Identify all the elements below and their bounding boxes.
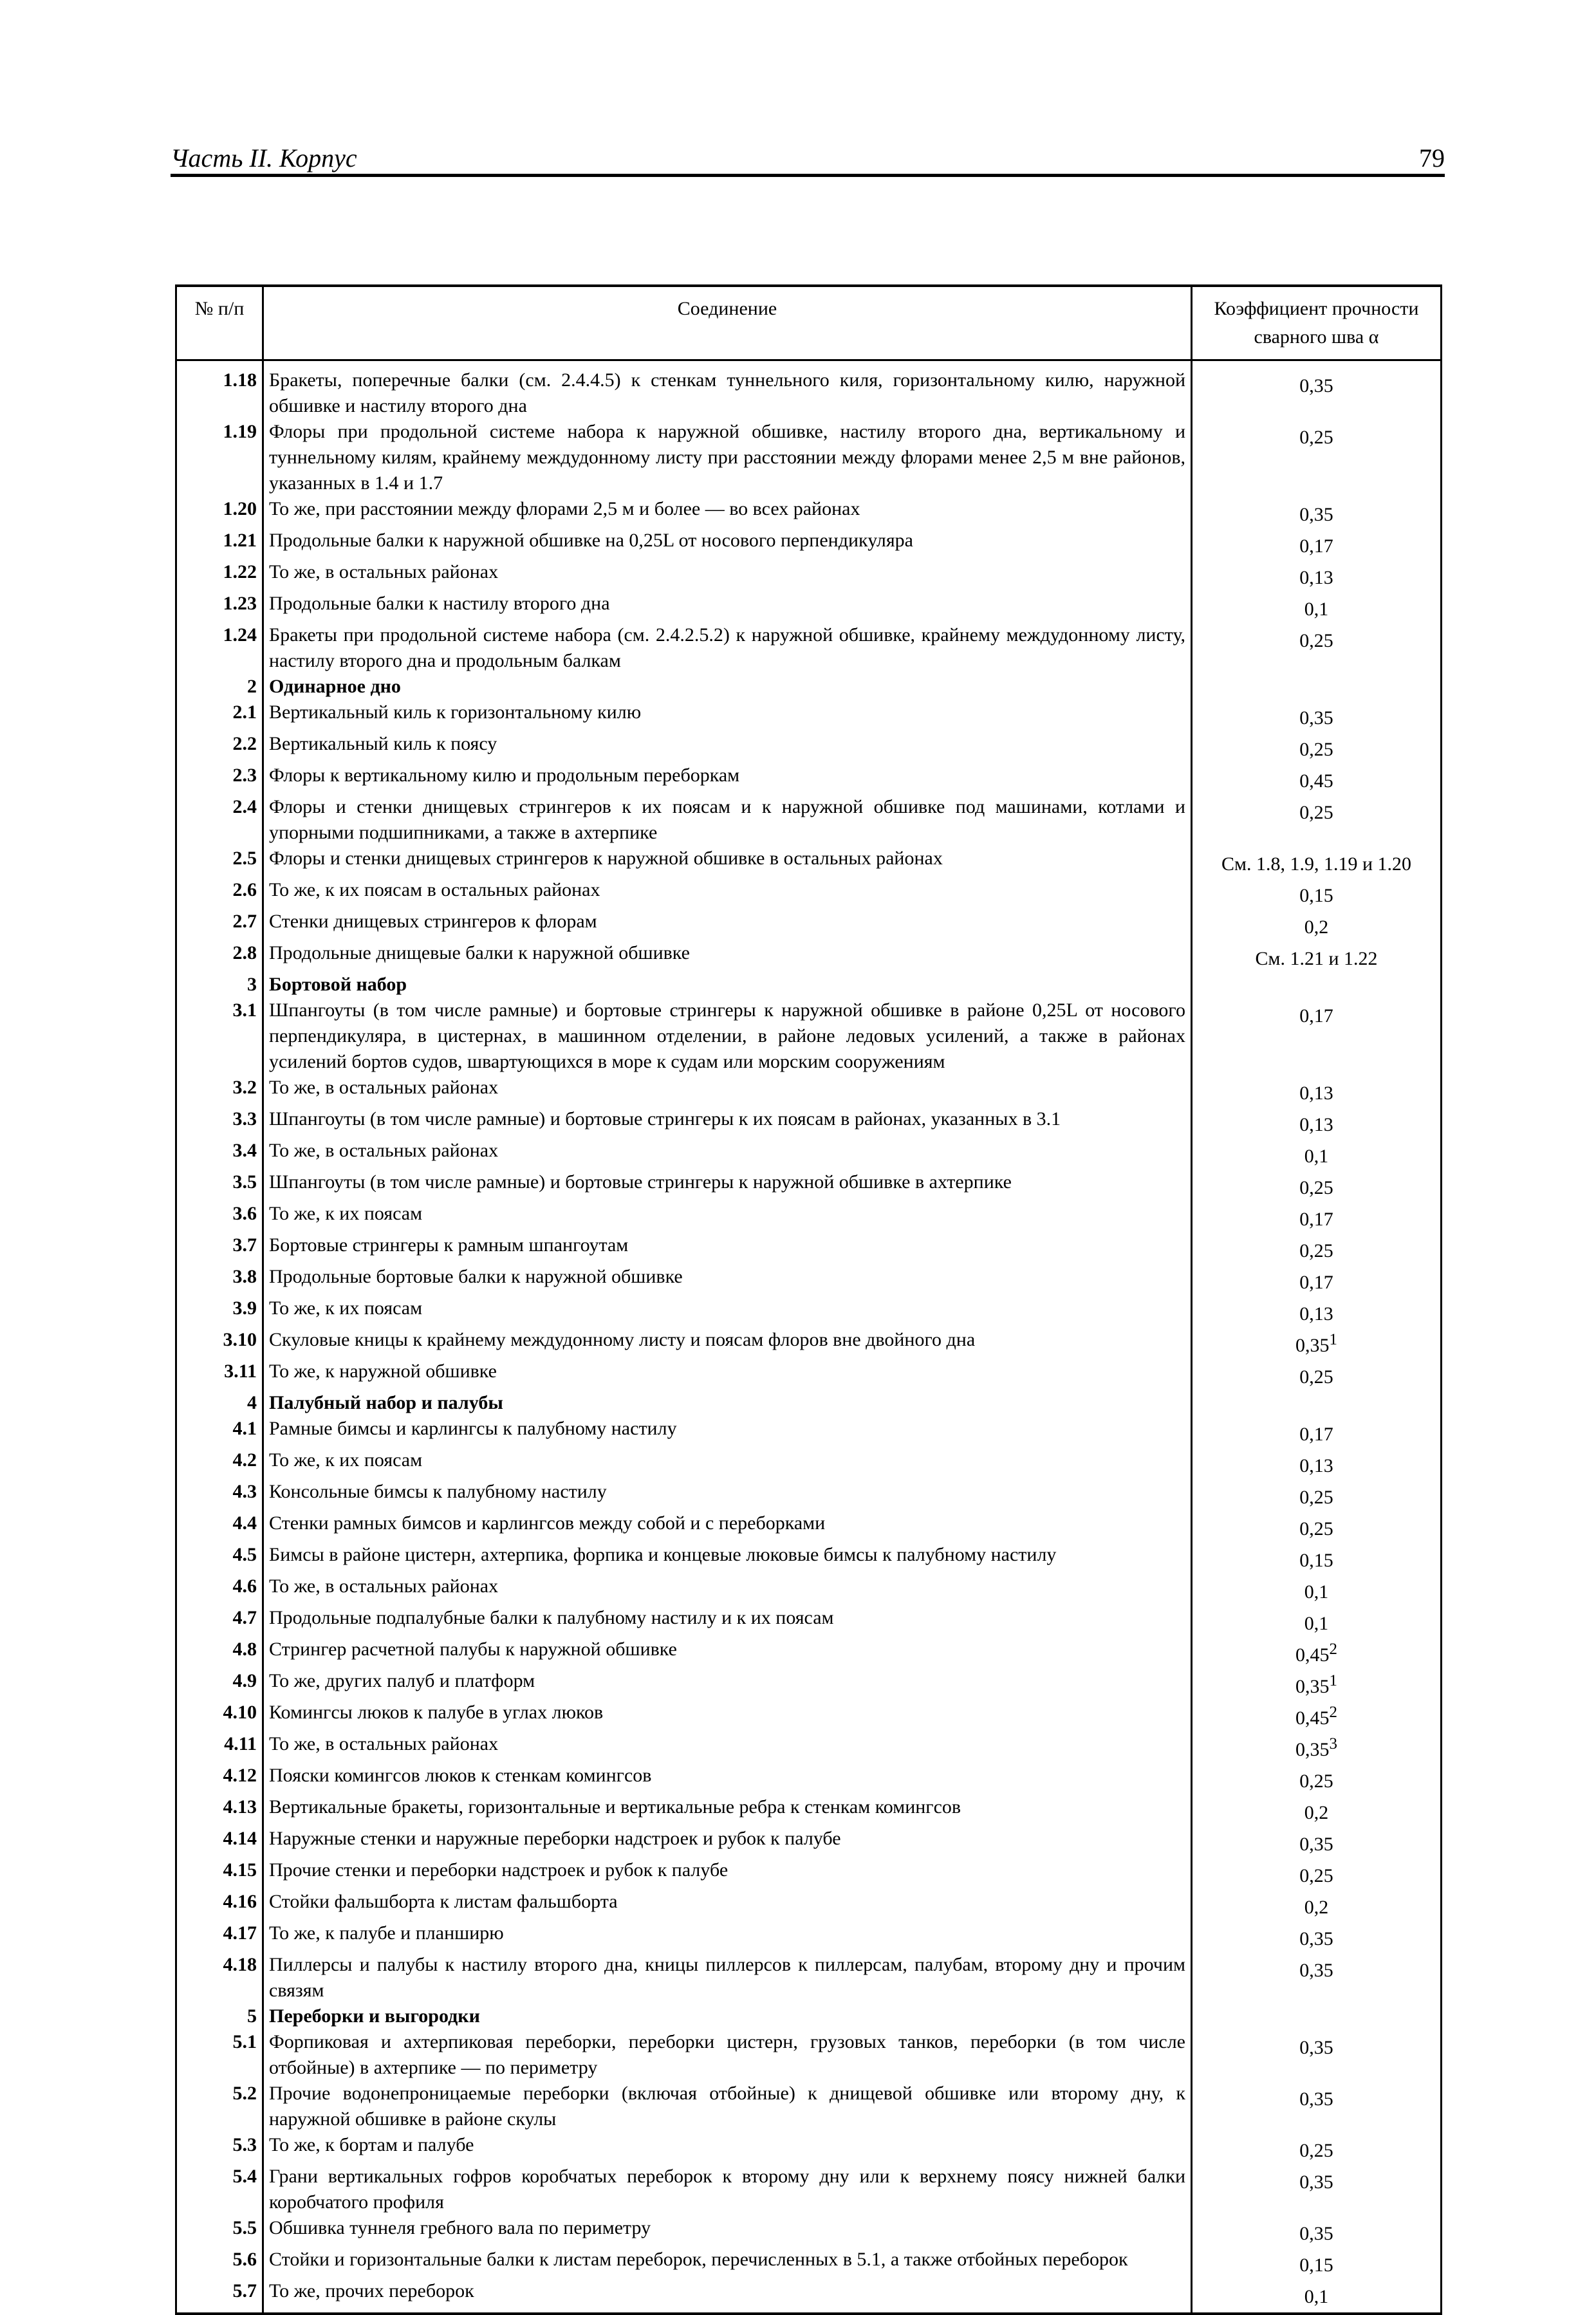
row-coefficient [1192,2247,1442,2278]
table-row [176,700,1442,731]
table-row [176,1327,1442,1359]
coefficient-value: 0,17 [1299,1005,1333,1027]
row-connection: Продольные бортовые балки к наружной обшивке [263,1264,1192,1296]
row-number: 3.6 [176,1201,263,1232]
row-connection: Обшивка туннеля гребного вала по периметру [263,2215,1192,2247]
table-row [176,1700,1442,1731]
row-number: 3.9 [176,1296,263,1327]
row-coefficient [1192,528,1442,559]
row-connection: Продольные балки к наружной обшивке на 0,25L от носового перпендикуляра [263,528,1192,559]
row-coefficient [1192,1327,1442,1359]
table-row [176,1390,1442,1416]
row-coefficient [1192,1296,1442,1327]
row-connection: То же, к палубе и планширю [263,1920,1192,1952]
footnote-marker: 1 [1329,1331,1337,1348]
row-number: 4.16 [176,1889,263,1920]
row-coefficient [1192,877,1442,909]
row-connection: Стрингер расчетной палубы к наружной обшивке [263,1637,1192,1668]
coefficient-value: 0,35 [1299,1960,1333,1981]
row-coefficient [1192,674,1442,700]
row-coefficient [1192,1201,1442,1232]
row-connection: Вертикальный киль к горизонтальному килю [263,700,1192,731]
row-coefficient [1192,2164,1442,2215]
table-row [176,1479,1442,1511]
row-connection: Продольные балки к настилу второго дна [263,591,1192,622]
table-row [176,528,1442,559]
row-coefficient [1192,1605,1442,1637]
row-connection: То же, к их поясам [263,1296,1192,1327]
coefficient-value: 0,17 [1299,535,1333,557]
row-coefficient [1192,2029,1442,2081]
row-number: 1.21 [176,528,263,559]
row-coefficient [1192,1416,1442,1447]
row-number: 1.19 [176,419,263,496]
row-number: 4.10 [176,1700,263,1731]
row-coefficient [1192,1264,1442,1296]
row-number: 2.6 [176,877,263,909]
row-coefficient [1192,1637,1442,1668]
row-connection: Бракеты при продольной системе набора (см. 2.4.2.5.2) к наружной обшивке, крайнему междудонному листу, настилу второго дна и продольным балкам [263,622,1192,674]
row-coefficient [1192,419,1442,496]
row-connection: То же, прочих переборок [263,2278,1192,2314]
row-connection: Стойки фальшборта к листам фальшборта [263,1889,1192,1920]
coefficient-value: 0,35 [1299,2088,1333,2110]
table-row [176,1447,1442,1479]
row-connection: То же, других палуб и платформ [263,1668,1192,1700]
row-number: 4.18 [176,1952,263,2004]
table-row [176,1232,1442,1264]
row-connection: Рамные бимсы и карлингсы к палубному настилу [263,1416,1192,1447]
table-row [176,2215,1442,2247]
table-row [176,1106,1442,1138]
coefficient-value: 0,25 [1299,1366,1333,1388]
table-row [176,2164,1442,2215]
row-coefficient [1192,763,1442,794]
row-coefficient [1192,1075,1442,1106]
coefficient-value: 0,45 [1295,1644,1330,1666]
row-connection: То же, при расстоянии между флорами 2,5 м и более — во всех районах [263,496,1192,528]
row-number: 2.3 [176,763,263,794]
row-connection: То же, в остальных районах [263,1075,1192,1106]
row-connection: Прочие водонепроницаемые переборки (включая отбойные) к днищевой обшивке или второму дну, к наружной обшивке в районе скулы [263,2081,1192,2132]
row-number: 1.24 [176,622,263,674]
row-coefficient [1192,2215,1442,2247]
row-number: 3.5 [176,1169,263,1201]
coefficient-value: 0,1 [1304,1146,1329,1167]
coefficient-value: 0,25 [1299,630,1333,651]
row-connection: То же, в остальных районах [263,1731,1192,1763]
column-header-number: № п/п [176,286,263,360]
row-coefficient [1192,1857,1442,1889]
row-coefficient [1192,940,1442,972]
coefficient-value: 0,13 [1299,1455,1333,1476]
row-number: 4.7 [176,1605,263,1637]
table-row [176,496,1442,528]
table-row [176,1075,1442,1106]
table-row [176,731,1442,763]
coefficient-value: 0,25 [1299,1240,1333,1261]
row-connection: Шпангоуты (в том числе рамные) и бортовые стрингеры к наружной обшивке в ахтерпике [263,1169,1192,1201]
weld-coefficient-table [175,284,1442,2315]
table-row [176,360,1442,420]
coefficient-value: 0,35 [1299,2223,1333,2244]
row-number: 4.13 [176,1794,263,1826]
coefficient-value: 0,1 [1304,1581,1329,1603]
row-connection: Пиллерсы и палубы к настилу второго дна, кницы пиллерсов к пиллерсам, палубам, второму дну и прочим связям [263,1952,1192,2004]
table-row [176,998,1442,1075]
row-coefficient [1192,1826,1442,1857]
table-row [176,1637,1442,1668]
row-number: 3.8 [176,1264,263,1296]
table-row [176,2247,1442,2278]
table-row [176,2029,1442,2081]
row-coefficient [1192,1889,1442,1920]
row-connection: То же, к наружной обшивке [263,1359,1192,1390]
row-connection: Бортовой набор [263,972,1192,998]
coefficient-value: 0,1 [1304,599,1329,620]
coefficient-value: 0,25 [1299,1518,1333,1539]
row-number: 5.6 [176,2247,263,2278]
row-number: 4.6 [176,1574,263,1605]
row-number: 4.14 [176,1826,263,1857]
coefficient-value: 0,17 [1299,1424,1333,1445]
coefficient-value: 0,35 [1299,707,1333,729]
row-connection: Вертикальные бракеты, горизонтальные и вертикальные ребра к стенкам комингсов [263,1794,1192,1826]
table-row [176,940,1442,972]
coefficient-value: 0,25 [1299,1771,1333,1792]
row-coefficient [1192,1106,1442,1138]
table-row [176,1574,1442,1605]
page-title: Часть II. Корпус [171,144,357,172]
row-number: 2.7 [176,909,263,940]
row-coefficient [1192,1668,1442,1700]
row-number: 4 [176,1390,263,1416]
table-row [176,1605,1442,1637]
column-header-coefficient: Коэффициент прочности сварного шва α [1192,286,1442,360]
coefficient-value: 0,13 [1299,1083,1333,1104]
table-row [176,559,1442,591]
row-number: 3 [176,972,263,998]
row-number: 4.5 [176,1542,263,1574]
row-number: 2 [176,674,263,700]
row-connection: То же, к их поясам в остальных районах [263,877,1192,909]
coefficient-value: 0,25 [1299,2140,1333,2161]
coefficient-value: 0,2 [1304,1802,1329,1823]
row-connection: Бракеты, поперечные балки (см. 2.4.4.5) к стенкам туннельного киля, горизонтальному килю, наружной обшивке и настилу второго дна [263,360,1192,420]
row-connection: Флоры к вертикальному килю и продольным переборкам [263,763,1192,794]
coefficient-value: 0,15 [1299,885,1333,906]
table-row [176,1920,1442,1952]
table-row [176,622,1442,674]
coefficient-value: См. 1.21 и 1.22 [1255,948,1378,969]
coefficient-value: 0,13 [1299,1303,1333,1325]
row-coefficient [1192,2278,1442,2314]
row-number: 3.7 [176,1232,263,1264]
coefficient-value: 0,35 [1295,1335,1330,1356]
row-coefficient [1192,972,1442,998]
row-coefficient [1192,1542,1442,1574]
table-row [176,846,1442,877]
row-number: 4.8 [176,1637,263,1668]
row-connection: Наружные стенки и наружные переборки надстроек и рубок к палубе [263,1826,1192,1857]
row-coefficient [1192,622,1442,674]
table-row [176,1668,1442,1700]
row-coefficient [1192,1700,1442,1731]
table-body [176,360,1442,2314]
table-row [176,1511,1442,1542]
table-header-row [176,286,1442,360]
row-coefficient [1192,1731,1442,1763]
coefficient-value: См. 1.8, 1.9, 1.19 и 1.20 [1221,853,1412,875]
row-coefficient [1192,2132,1442,2164]
row-number: 3.11 [176,1359,263,1390]
table-row [176,1889,1442,1920]
row-connection: То же, к их поясам [263,1201,1192,1232]
row-coefficient [1192,496,1442,528]
row-coefficient [1192,2004,1442,2029]
coefficient-value: 0,35 [1299,504,1333,525]
row-number: 1.20 [176,496,263,528]
coefficient-value: 0,35 [1295,1676,1330,1697]
row-number: 4.9 [176,1668,263,1700]
row-number: 5.7 [176,2278,263,2314]
table-row [176,972,1442,998]
row-coefficient [1192,360,1442,420]
coefficient-value: 0,25 [1299,739,1333,760]
table-row [176,2278,1442,2314]
table-row [176,877,1442,909]
row-number: 1.23 [176,591,263,622]
row-connection: Вертикальный киль к поясу [263,731,1192,763]
row-number: 2.2 [176,731,263,763]
coefficient-value: 0,25 [1299,427,1333,448]
row-coefficient [1192,1447,1442,1479]
coefficient-value: 0,35 [1299,2171,1333,2193]
coefficient-value: 0,13 [1299,1114,1333,1135]
table-row [176,674,1442,700]
row-connection: Прочие стенки и переборки надстроек и рубок к палубе [263,1857,1192,1889]
coefficient-value: 0,45 [1299,770,1333,792]
coefficient-value: 0,2 [1304,1897,1329,1918]
table-row [176,1826,1442,1857]
row-connection: Флоры при продольной системе набора к наружной обшивке, настилу второго дна, вертикальному и туннельному килям, крайнему междудонному листу при расстоянии между флорами менее 2,5 м вне районов, указанных в 1.4 и 1.7 [263,419,1192,496]
row-number: 5 [176,2004,263,2029]
row-coefficient [1192,794,1442,846]
table-row [176,909,1442,940]
page-header [171,143,1445,175]
row-coefficient [1192,909,1442,940]
coefficient-value: 0,13 [1299,567,1333,588]
row-connection: Стойки и горизонтальные балки к листам переборок, перечисленных в 5.1, а также отбойных переборок [263,2247,1192,2278]
row-number: 4.1 [176,1416,263,1447]
row-connection: Продольные днищевые балки к наружной обшивке [263,940,1192,972]
table-row [176,1731,1442,1763]
row-coefficient [1192,1952,1442,2004]
table-row [176,419,1442,496]
row-number: 5.5 [176,2215,263,2247]
row-number: 4.11 [176,1731,263,1763]
table-row [176,1952,1442,2004]
coefficient-value: 0,1 [1304,1613,1329,1634]
coefficient-value: 0,35 [1299,375,1333,396]
row-coefficient [1192,1169,1442,1201]
table-row [176,1296,1442,1327]
row-coefficient [1192,700,1442,731]
page-number: 79 [1419,144,1445,172]
coefficient-value: 0,25 [1299,802,1333,823]
row-connection: Бимсы в районе цистерн, ахтерпика, форпика и концевые люковые бимсы к палубному настилу [263,1542,1192,1574]
row-number: 5.3 [176,2132,263,2164]
row-connection: Комингсы люков к палубе в углах люков [263,1700,1192,1731]
footnote-marker: 2 [1329,1704,1337,1721]
row-connection: Флоры и стенки днищевых стрингеров к наружной обшивке в остальных районах [263,846,1192,877]
row-number: 2.5 [176,846,263,877]
row-coefficient [1192,559,1442,591]
row-coefficient [1192,1390,1442,1416]
row-coefficient [1192,731,1442,763]
row-connection: Палубный набор и палубы [263,1390,1192,1416]
row-coefficient [1192,1232,1442,1264]
table-row [176,591,1442,622]
coefficient-value: 0,15 [1299,2255,1333,2276]
row-coefficient [1192,1479,1442,1511]
row-connection: Одинарное дно [263,674,1192,700]
row-number: 3.1 [176,998,263,1075]
row-coefficient [1192,1511,1442,1542]
row-coefficient [1192,2081,1442,2132]
row-number: 3.4 [176,1138,263,1169]
coefficient-value: 0,25 [1299,1865,1333,1886]
row-coefficient [1192,1359,1442,1390]
table-row [176,1857,1442,1889]
row-connection: Скуловые кницы к крайнему междудонному листу и поясам флоров вне двойного дна [263,1327,1192,1359]
coefficient-value: 0,17 [1299,1272,1333,1293]
table-row [176,1763,1442,1794]
coefficient-value: 0,45 [1295,1707,1330,1729]
row-number: 4.15 [176,1857,263,1889]
row-connection: То же, в остальных районах [263,559,1192,591]
row-coefficient [1192,1138,1442,1169]
row-connection: То же, к бортам и палубе [263,2132,1192,2164]
footnote-marker: 2 [1329,1641,1337,1658]
row-number: 2.8 [176,940,263,972]
coefficient-value: 0,35 [1299,2037,1333,2058]
coefficient-value: 0,35 [1299,1834,1333,1855]
row-connection: Бортовые стрингеры к рамным шпангоутам [263,1232,1192,1264]
row-coefficient [1192,998,1442,1075]
row-number: 4.17 [176,1920,263,1952]
table-row [176,1169,1442,1201]
table-row [176,1416,1442,1447]
row-connection: Шпангоуты (в том числе рамные) и бортовые стрингеры к их поясам в районах, указанных в 3.1 [263,1106,1192,1138]
coefficient-value: 0,25 [1299,1487,1333,1508]
row-number: 4.12 [176,1763,263,1794]
row-connection: Консольные бимсы к палубному настилу [263,1479,1192,1511]
row-number: 4.4 [176,1511,263,1542]
coefficient-value: 0,2 [1304,916,1329,938]
coefficient-value: 0,1 [1304,2286,1329,2307]
coefficient-value: 0,35 [1295,1739,1330,1760]
row-number: 4.2 [176,1447,263,1479]
row-connection: Шпангоуты (в том числе рамные) и бортовые стрингеры к наружной обшивке в районе 0,25L от носового перпендикуляра, в цистернах, в машинном отделении, в районе ледовых усилений, а также в районах усилений бортов судов, швартующихся в море к судам или морским сооружениям [263,998,1192,1075]
footnote-marker: 3 [1329,1735,1337,1753]
row-number: 3.2 [176,1075,263,1106]
row-connection: Форпиковая и ахтерпиковая переборки, переборки цистерн, грузовых танков, переборки (в том числе отбойные) в ахтерпике — по периметру [263,2029,1192,2081]
row-number: 3.10 [176,1327,263,1359]
row-coefficient [1192,1920,1442,1952]
row-connection: То же, в остальных районах [263,1138,1192,1169]
row-number: 5.1 [176,2029,263,2081]
table-row [176,2081,1442,2132]
table-row [176,1138,1442,1169]
row-number: 5.4 [176,2164,263,2215]
footnote-marker: 1 [1329,1672,1337,1689]
coefficient-value: 0,35 [1299,1928,1333,1949]
table-row [176,2004,1442,2029]
row-number: 5.2 [176,2081,263,2132]
row-coefficient [1192,1794,1442,1826]
coefficient-value: 0,17 [1299,1209,1333,1230]
row-connection: Пояски комингсов люков к стенкам комингсов [263,1763,1192,1794]
row-number: 2.4 [176,794,263,846]
table-row [176,1201,1442,1232]
row-number: 3.3 [176,1106,263,1138]
row-number: 2.1 [176,700,263,731]
row-connection: Продольные подпалубные балки к палубному настилу и к их поясам [263,1605,1192,1637]
row-coefficient [1192,591,1442,622]
row-connection: То же, в остальных районах [263,1574,1192,1605]
row-number: 1.22 [176,559,263,591]
table-row [176,1794,1442,1826]
table-row [176,763,1442,794]
column-header-connection: Соединение [263,286,1192,360]
row-connection: Стенки днищевых стрингеров к флорам [263,909,1192,940]
row-number: 4.3 [176,1479,263,1511]
row-coefficient [1192,1574,1442,1605]
table-row [176,2132,1442,2164]
table-row [176,1359,1442,1390]
coefficient-value: 0,25 [1299,1177,1333,1198]
row-number: 1.18 [176,360,263,420]
header-rule [171,174,1445,177]
row-coefficient [1192,1763,1442,1794]
row-connection: Стенки рамных бимсов и карлингсов между собой и с переборками [263,1511,1192,1542]
coefficient-value: 0,15 [1299,1550,1333,1571]
table-row [176,794,1442,846]
row-coefficient [1192,846,1442,877]
row-connection: Грани вертикальных гофров коробчатых переборок к второму дну или к верхнему поясу нижней балки коробчатого профиля [263,2164,1192,2215]
row-connection: Флоры и стенки днищевых стрингеров к их поясам и к наружной обшивке под машинами, котлами и упорными подшипниками, а также в ахтерпике [263,794,1192,846]
row-connection: Переборки и выгородки [263,2004,1192,2029]
table-row [176,1542,1442,1574]
row-connection: То же, к их поясам [263,1447,1192,1479]
table-row [176,1264,1442,1296]
